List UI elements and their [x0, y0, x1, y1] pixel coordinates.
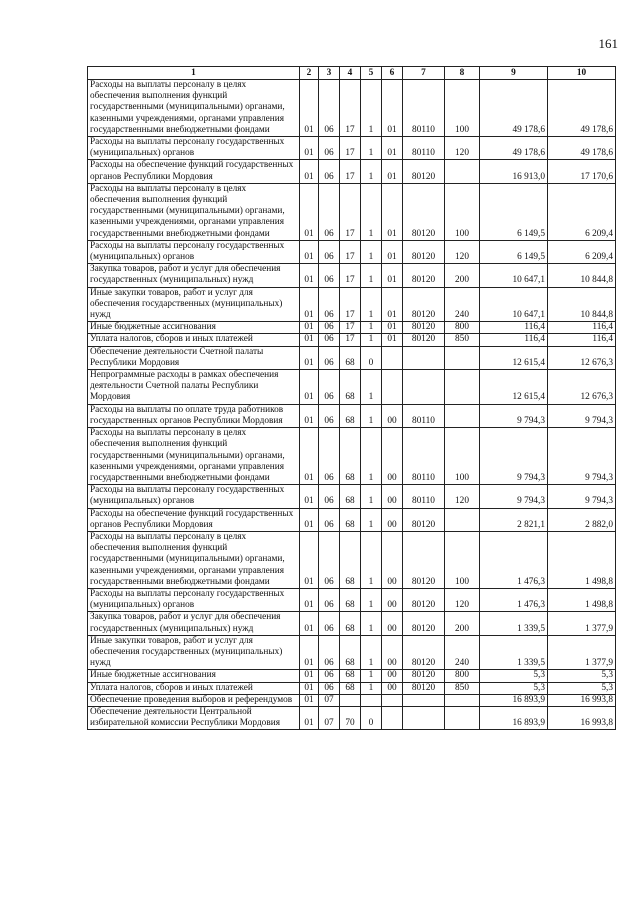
cell-amount-year1: 12 615,4 [480, 370, 548, 405]
cell-subprogram: 1 [361, 334, 382, 346]
cell-amount-year2: 1 498,8 [548, 531, 616, 588]
cell-section: 01 [300, 346, 319, 369]
cell-subprogram: 1 [361, 80, 382, 137]
cell-program: 68 [340, 635, 361, 670]
cell-amount-year1: 12 615,4 [480, 346, 548, 369]
cell-amount-year2: 49 178,6 [548, 80, 616, 137]
cell-event: 00 [382, 485, 403, 508]
table-row [88, 612, 616, 635]
cell-expense-type [445, 404, 480, 427]
cell-section: 01 [300, 428, 319, 485]
cell-subprogram: 1 [361, 183, 382, 240]
cell-direction [403, 346, 445, 369]
table-row [88, 264, 616, 287]
cell-subsection: 06 [319, 346, 340, 369]
table-row [88, 531, 616, 588]
cell-amount-year2: 16 993,8 [548, 694, 616, 706]
cell-direction: 80120 [403, 670, 445, 682]
cell-direction: 80120 [403, 334, 445, 346]
cell-program: 17 [340, 137, 361, 160]
cell-program: 17 [340, 80, 361, 137]
column-header: 8 [445, 67, 480, 80]
cell-amount-year1: 1 476,3 [480, 588, 548, 611]
cell-expense-type: 120 [445, 485, 480, 508]
cell-section: 01 [300, 264, 319, 287]
cell-direction: 80120 [403, 322, 445, 334]
cell-amount-year1: 2 821,1 [480, 508, 548, 531]
cell-section: 01 [300, 508, 319, 531]
cell-subprogram: 1 [361, 682, 382, 694]
cell-subsection: 06 [319, 635, 340, 670]
cell-expense-type [445, 508, 480, 531]
cell-subprogram: 1 [361, 404, 382, 427]
cell-amount-year1: 1 339,5 [480, 612, 548, 635]
cell-name: Закупка товаров, работ и услуг для обеспечения государственных (муниципальных) нужд [88, 612, 300, 635]
cell-subprogram: 1 [361, 670, 382, 682]
cell-subprogram [361, 694, 382, 706]
cell-amount-year2: 5,3 [548, 682, 616, 694]
cell-expense-type [445, 370, 480, 405]
cell-event [382, 694, 403, 706]
cell-name: Обеспечение проведения выборов и референдумов [88, 694, 300, 706]
cell-section: 01 [300, 80, 319, 137]
cell-subprogram: 1 [361, 160, 382, 183]
column-header: 3 [319, 67, 340, 80]
cell-direction [403, 694, 445, 706]
cell-amount-year2: 9 794,3 [548, 428, 616, 485]
cell-subprogram: 1 [361, 370, 382, 405]
cell-expense-type: 850 [445, 334, 480, 346]
cell-section: 01 [300, 694, 319, 706]
cell-expense-type: 100 [445, 183, 480, 240]
cell-program [340, 694, 361, 706]
table-row [88, 287, 616, 322]
cell-amount-year2: 17 170,6 [548, 160, 616, 183]
cell-expense-type: 200 [445, 612, 480, 635]
table-header-row [88, 67, 616, 80]
cell-subsection: 06 [319, 160, 340, 183]
cell-program: 68 [340, 531, 361, 588]
table-row [88, 682, 616, 694]
cell-direction: 80110 [403, 80, 445, 137]
cell-expense-type: 850 [445, 682, 480, 694]
column-header: 1 [88, 67, 300, 80]
cell-amount-year1: 6 149,5 [480, 240, 548, 263]
cell-amount-year2: 9 794,3 [548, 404, 616, 427]
cell-subsection: 06 [319, 334, 340, 346]
cell-subprogram: 1 [361, 322, 382, 334]
cell-name: Непрограммные расходы в рамках обеспечения деятельности Счетной палаты Республики Мордовия [88, 370, 300, 405]
cell-program: 17 [340, 160, 361, 183]
cell-name: Закупка товаров, работ и услуг для обеспечения государственных (муниципальных) нужд [88, 264, 300, 287]
cell-name: Иные закупки товаров, работ и услуг для обеспечения государственных (муниципальных) нужд [88, 635, 300, 670]
cell-direction: 80120 [403, 160, 445, 183]
cell-expense-type [445, 346, 480, 369]
cell-amount-year1: 49 178,6 [480, 80, 548, 137]
cell-expense-type: 120 [445, 588, 480, 611]
cell-amount-year2: 12 676,3 [548, 370, 616, 405]
table-row [88, 508, 616, 531]
column-header: 4 [340, 67, 361, 80]
cell-amount-year1: 116,4 [480, 334, 548, 346]
cell-section: 01 [300, 612, 319, 635]
cell-direction: 80120 [403, 635, 445, 670]
cell-direction: 80110 [403, 137, 445, 160]
cell-program: 68 [340, 508, 361, 531]
cell-expense-type: 800 [445, 322, 480, 334]
cell-event: 00 [382, 612, 403, 635]
cell-name: Расходы на выплаты персоналу государственных (муниципальных) органов [88, 137, 300, 160]
column-header: 7 [403, 67, 445, 80]
table-row [88, 485, 616, 508]
cell-event [382, 370, 403, 405]
cell-subsection: 07 [319, 694, 340, 706]
cell-event: 01 [382, 240, 403, 263]
cell-subprogram: 1 [361, 612, 382, 635]
cell-amount-year2: 6 209,4 [548, 240, 616, 263]
cell-subprogram: 1 [361, 428, 382, 485]
cell-event: 01 [382, 137, 403, 160]
cell-expense-type: 100 [445, 531, 480, 588]
cell-amount-year2: 49 178,6 [548, 137, 616, 160]
cell-expense-type: 120 [445, 240, 480, 263]
cell-name: Расходы на выплаты персоналу в целях обеспечения выполнения функций государственными (муниципальными) органами, казенными учреждениями, органами управления государственными внебюджетными фондами [88, 80, 300, 137]
table-row [88, 334, 616, 346]
cell-amount-year1: 5,3 [480, 670, 548, 682]
cell-section: 01 [300, 137, 319, 160]
cell-section: 01 [300, 706, 319, 729]
cell-event: 00 [382, 404, 403, 427]
cell-subsection: 06 [319, 183, 340, 240]
table-row [88, 80, 616, 137]
cell-amount-year1: 1 476,3 [480, 531, 548, 588]
table-row [88, 240, 616, 263]
table-row [88, 670, 616, 682]
table-row [88, 346, 616, 369]
cell-program: 68 [340, 612, 361, 635]
cell-amount-year2: 5,3 [548, 670, 616, 682]
cell-subprogram: 1 [361, 137, 382, 160]
cell-program: 17 [340, 264, 361, 287]
cell-subprogram: 1 [361, 588, 382, 611]
cell-event: 01 [382, 80, 403, 137]
cell-program: 68 [340, 485, 361, 508]
table-row [88, 137, 616, 160]
cell-program: 17 [340, 240, 361, 263]
cell-amount-year2: 9 794,3 [548, 485, 616, 508]
cell-expense-type: 240 [445, 635, 480, 670]
budget-table [87, 66, 616, 730]
cell-event: 00 [382, 428, 403, 485]
cell-name: Расходы на обеспечение функций государственных органов Республики Мордовия [88, 508, 300, 531]
cell-name: Обеспечение деятельности Центральной избирательной комиссии Республики Мордовия [88, 706, 300, 729]
cell-subsection: 06 [319, 240, 340, 263]
cell-amount-year2: 12 676,3 [548, 346, 616, 369]
cell-amount-year1: 116,4 [480, 322, 548, 334]
cell-subsection: 06 [319, 428, 340, 485]
cell-subprogram: 1 [361, 240, 382, 263]
cell-event [382, 346, 403, 369]
cell-amount-year1: 16 893,9 [480, 694, 548, 706]
cell-section: 01 [300, 531, 319, 588]
column-header: 10 [548, 67, 616, 80]
table-row [88, 694, 616, 706]
cell-program: 68 [340, 428, 361, 485]
cell-section: 01 [300, 160, 319, 183]
cell-section: 01 [300, 485, 319, 508]
cell-section: 01 [300, 588, 319, 611]
cell-subsection: 06 [319, 137, 340, 160]
cell-name: Расходы на выплаты персоналу государственных (муниципальных) органов [88, 240, 300, 263]
cell-section: 01 [300, 334, 319, 346]
cell-event: 00 [382, 670, 403, 682]
cell-amount-year2: 10 844,8 [548, 264, 616, 287]
cell-event: 01 [382, 183, 403, 240]
cell-program: 68 [340, 404, 361, 427]
cell-direction [403, 706, 445, 729]
cell-expense-type [445, 160, 480, 183]
cell-event: 01 [382, 322, 403, 334]
cell-program: 68 [340, 670, 361, 682]
cell-name: Расходы на выплаты персоналу в целях обеспечения выполнения функций государственными (муниципальными) органами, казенными учреждениями, органами управления государственными внебюджетными фондами [88, 531, 300, 588]
cell-amount-year2: 16 993,8 [548, 706, 616, 729]
cell-subsection: 06 [319, 682, 340, 694]
cell-event: 00 [382, 588, 403, 611]
cell-subprogram: 0 [361, 346, 382, 369]
cell-section: 01 [300, 322, 319, 334]
cell-event: 01 [382, 160, 403, 183]
table-row [88, 404, 616, 427]
cell-direction: 80110 [403, 485, 445, 508]
table-row [88, 322, 616, 334]
cell-event: 00 [382, 531, 403, 588]
cell-section: 01 [300, 183, 319, 240]
cell-program: 68 [340, 682, 361, 694]
column-header: 2 [300, 67, 319, 80]
cell-subsection: 06 [319, 531, 340, 588]
cell-direction: 80120 [403, 508, 445, 531]
cell-direction: 80120 [403, 264, 445, 287]
cell-name: Расходы на выплаты персоналу в целях обеспечения выполнения функций государственными (муниципальными) органами, казенными учреждениями, органами управления государственными внебюджетными фондами [88, 428, 300, 485]
cell-subsection: 06 [319, 80, 340, 137]
cell-subsection: 06 [319, 264, 340, 287]
cell-section: 01 [300, 240, 319, 263]
table-row [88, 428, 616, 485]
cell-subprogram: 1 [361, 485, 382, 508]
cell-program: 17 [340, 183, 361, 240]
cell-amount-year1: 49 178,6 [480, 137, 548, 160]
cell-subprogram: 1 [361, 287, 382, 322]
table-row [88, 160, 616, 183]
cell-section: 01 [300, 635, 319, 670]
cell-name: Уплата налогов, сборов и иных платежей [88, 334, 300, 346]
cell-section: 01 [300, 287, 319, 322]
cell-amount-year2: 116,4 [548, 334, 616, 346]
cell-expense-type [445, 694, 480, 706]
cell-section: 01 [300, 370, 319, 405]
cell-expense-type: 200 [445, 264, 480, 287]
table-row [88, 588, 616, 611]
cell-section: 01 [300, 682, 319, 694]
cell-direction: 80110 [403, 428, 445, 485]
table-row [88, 183, 616, 240]
table-row [88, 635, 616, 670]
cell-amount-year1: 10 647,1 [480, 287, 548, 322]
cell-name: Расходы на выплаты персоналу в целях обеспечения выполнения функций государственными (муниципальными) органами, казенными учреждениями, органами управления государственными внебюджетными фондами [88, 183, 300, 240]
cell-amount-year1: 6 149,5 [480, 183, 548, 240]
cell-name: Уплата налогов, сборов и иных платежей [88, 682, 300, 694]
cell-expense-type: 240 [445, 287, 480, 322]
cell-name: Расходы на выплаты по оплате труда работников государственных органов Республики Мордовия [88, 404, 300, 427]
column-header: 6 [382, 67, 403, 80]
cell-event [382, 706, 403, 729]
cell-section: 01 [300, 404, 319, 427]
cell-amount-year1: 9 794,3 [480, 428, 548, 485]
cell-section: 01 [300, 670, 319, 682]
cell-program: 17 [340, 322, 361, 334]
cell-amount-year1: 16 893,9 [480, 706, 548, 729]
cell-amount-year1: 16 913,0 [480, 160, 548, 183]
cell-event: 01 [382, 287, 403, 322]
cell-name: Расходы на выплаты персоналу государственных (муниципальных) органов [88, 588, 300, 611]
cell-program: 68 [340, 346, 361, 369]
cell-subsection: 06 [319, 287, 340, 322]
cell-program: 70 [340, 706, 361, 729]
cell-direction: 80120 [403, 588, 445, 611]
cell-subsection: 06 [319, 322, 340, 334]
table-body [88, 80, 616, 730]
cell-expense-type: 100 [445, 428, 480, 485]
cell-direction: 80120 [403, 183, 445, 240]
cell-amount-year2: 1 377,9 [548, 635, 616, 670]
cell-program: 68 [340, 370, 361, 405]
cell-amount-year2: 2 882,0 [548, 508, 616, 531]
cell-subsection: 06 [319, 485, 340, 508]
cell-amount-year1: 9 794,3 [480, 404, 548, 427]
cell-program: 17 [340, 334, 361, 346]
cell-expense-type: 120 [445, 137, 480, 160]
table-row [88, 370, 616, 405]
cell-amount-year2: 1 377,9 [548, 612, 616, 635]
table-row [88, 706, 616, 729]
cell-direction: 80120 [403, 240, 445, 263]
cell-event: 00 [382, 682, 403, 694]
cell-amount-year2: 10 844,8 [548, 287, 616, 322]
cell-subprogram: 1 [361, 264, 382, 287]
cell-subsection: 06 [319, 404, 340, 427]
cell-subsection: 07 [319, 706, 340, 729]
cell-subprogram: 1 [361, 508, 382, 531]
cell-event: 00 [382, 508, 403, 531]
cell-subsection: 06 [319, 612, 340, 635]
cell-event: 01 [382, 334, 403, 346]
cell-amount-year1: 5,3 [480, 682, 548, 694]
cell-program: 68 [340, 588, 361, 611]
cell-subsection: 06 [319, 588, 340, 611]
cell-name: Обеспечение деятельности Счетной палаты Республики Мордовия [88, 346, 300, 369]
cell-expense-type: 800 [445, 670, 480, 682]
cell-event: 00 [382, 635, 403, 670]
cell-direction: 80120 [403, 682, 445, 694]
column-header: 5 [361, 67, 382, 80]
cell-direction [403, 370, 445, 405]
cell-name: Расходы на выплаты персоналу государственных (муниципальных) органов [88, 485, 300, 508]
cell-name: Расходы на обеспечение функций государственных органов Республики Мордовия [88, 160, 300, 183]
cell-amount-year1: 10 647,1 [480, 264, 548, 287]
cell-amount-year2: 116,4 [548, 322, 616, 334]
cell-subprogram: 1 [361, 531, 382, 588]
cell-amount-year2: 1 498,8 [548, 588, 616, 611]
cell-amount-year1: 9 794,3 [480, 485, 548, 508]
cell-direction: 80120 [403, 612, 445, 635]
page-number: 161 [598, 36, 618, 51]
cell-direction: 80120 [403, 287, 445, 322]
cell-subprogram: 0 [361, 706, 382, 729]
cell-subsection: 06 [319, 508, 340, 531]
column-header: 9 [480, 67, 548, 80]
cell-expense-type: 100 [445, 80, 480, 137]
cell-program: 17 [340, 287, 361, 322]
cell-subprogram: 1 [361, 635, 382, 670]
cell-name: Иные закупки товаров, работ и услуг для обеспечения государственных (муниципальных) нужд [88, 287, 300, 322]
cell-direction: 80120 [403, 531, 445, 588]
cell-name: Иные бюджетные ассигнования [88, 322, 300, 334]
cell-subsection: 06 [319, 370, 340, 405]
cell-amount-year1: 1 339,5 [480, 635, 548, 670]
cell-event: 01 [382, 264, 403, 287]
cell-expense-type [445, 706, 480, 729]
cell-direction: 80110 [403, 404, 445, 427]
cell-subsection: 06 [319, 670, 340, 682]
cell-amount-year2: 6 209,4 [548, 183, 616, 240]
cell-name: Иные бюджетные ассигнования [88, 670, 300, 682]
